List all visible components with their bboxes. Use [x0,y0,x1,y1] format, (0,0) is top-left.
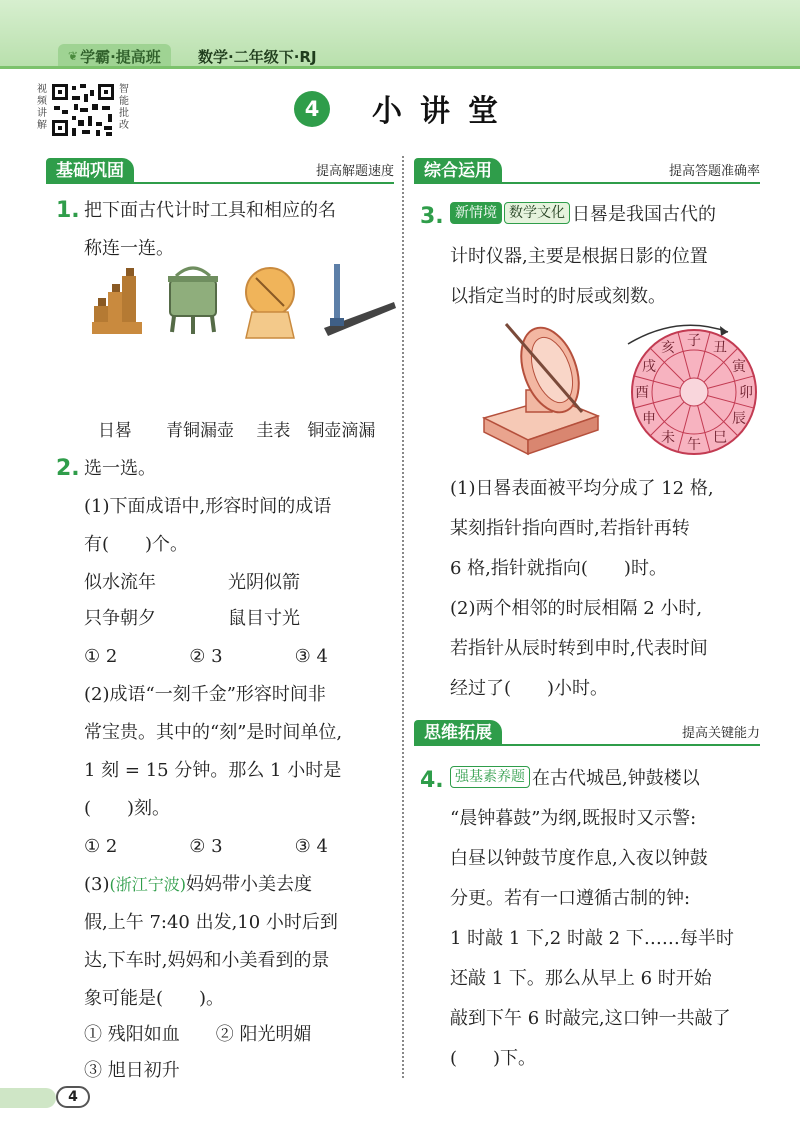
q3-line-3: 以指定当时的时辰或刻数。 [450,286,666,307]
qr-right-label: 智能批改 [119,84,129,131]
q3-line-1 [450,196,716,234]
q2-p3-line-3: 达,下车时,妈妈和小美看到的景 [84,950,330,971]
q4-line-4: 分更。若有一口遵循古制的钟: [450,888,691,909]
q3-p2-line-2: 若指针从辰时转到申时,代表时间 [450,638,708,659]
column-divider [402,156,404,1078]
q4-line-5: 1 时敲 1 下,2 时敲 2 下……每半时 [450,928,734,949]
dial-label: 申 [641,411,656,427]
q2-p2-line-2: 常宝贵。其中的“刻”是时间单位, [84,722,343,743]
qr-code-icon[interactable] [50,82,116,138]
section-header-basic [46,156,394,184]
subject-label: 数学·二年级下·RJ [198,47,317,66]
lesson-title: 小讲堂 [372,94,516,129]
q2-p3-options-row-1[interactable]: ① 残阳如血 ② 阳光明媚 [84,1024,312,1045]
section-note-extension: 提高关键能力 [681,726,760,741]
page-number: 4 [56,1086,90,1108]
q2-title: 选一选。 [84,458,156,479]
time-dial-wheel [632,330,756,454]
bronze-water-clock-icon [168,268,218,334]
dial-label: 丑 [713,339,727,356]
q2-p2-options[interactable]: ① 2 ② 3 ③ 4 [84,836,328,857]
dial-label: 午 [687,437,701,453]
dial-label: 子 [687,333,701,349]
dial-label: 辰 [732,411,747,427]
section-rule [502,720,760,746]
section-note-integrated: 提高答题准确率 [668,164,760,179]
q2-idioms-row-1: 似水流年 光阴似箭 [84,572,300,593]
core-literacy-tag: 强基素养题 [450,766,530,788]
q2-p2-line-3: 1 刻 = 15 分钟。那么 1 小时是 [84,760,342,781]
dial-label: 巳 [713,430,727,447]
section-label-basic: 基础巩固 [46,158,134,184]
dial-label: 酉 [635,385,649,401]
q2-p3-options-row-2[interactable]: ③ 旭日初升 [84,1060,180,1081]
q2-p3-line-1: (3)(浙江宁波)妈妈带小美去度 [84,874,312,895]
sundial-illustration [478,318,768,458]
sundial-3d-icon [484,320,598,454]
section-note-basic: 提高解题速度 [315,164,394,179]
section-rule [502,158,760,184]
section-label-integrated: 综合运用 [414,158,502,184]
question-number: 3. [420,204,444,229]
dial-label: 卯 [739,385,753,401]
q2-p3-line-4: 象可能是( )。 [84,988,225,1009]
dial-label: 寅 [732,359,747,375]
new-context-tag: 新情境 [450,202,502,224]
subject-tab [188,44,327,68]
header-rule [0,66,800,69]
q2-idioms-row-2: 只争朝夕 鼠目寸光 [84,608,300,629]
q3-p1-line-1: (1)日晷表面被平均分成了 12 格, [450,478,714,499]
q2-p2-line-4: ( )刻。 [84,798,171,819]
math-culture-tag: 数学文化 [504,202,570,224]
q3-line-1-text: 日晷是我国古代的 [572,204,716,225]
sundial-icon [246,268,294,338]
brand-tab [58,44,171,68]
q1-line-2: 称连一连。 [84,238,174,259]
q2-p3-line-2: 假,上午 7:40 出发,10 小时后到 [84,912,338,933]
question-number: 1. [56,198,80,223]
qr-left-label: 视频讲解 [37,84,47,131]
brand-label: 学霸·提高班 [80,47,161,66]
gnomon-icon [324,264,396,336]
dial-label: 亥 [661,339,675,356]
leaf-icon: ❦ [68,49,79,63]
q2-p3-line-1-text: 妈妈带小美去度 [186,874,312,895]
q4-line-2: “晨钟暮鼓”为纲,既报时又示警: [450,808,697,829]
question-number: 2. [56,456,80,481]
q2-p1-line-2: 有( )个。 [84,534,189,555]
q4-line-7: 敲到下午 6 时敲完,这口钟一共敲了 [450,1008,731,1029]
q4-line-1 [450,760,700,798]
dial-label: 戌 [641,359,656,375]
copper-water-clock-icon [92,268,142,334]
footer-band [0,1088,56,1108]
q4-line-6: 还敲 1 下。那么从早上 6 时开始 [450,968,712,989]
region-tag: (浙江宁波) [109,875,186,894]
q2-p1-options[interactable]: ① 2 ② 3 ③ 4 [84,646,328,667]
question-number: 4. [420,768,444,793]
q3-line-2: 计时仪器,主要是根据日影的位置 [450,246,708,267]
dial-label: 未 [661,430,675,447]
q1-line-1: 把下面古代计时工具和相应的名 [84,200,336,221]
section-header-extension [414,718,760,746]
q3-p2-line-1: (2)两个相邻的时辰相隔 2 小时, [450,598,703,619]
section-header-integrated [414,156,760,184]
q4-line-3: 白昼以钟鼓节度作息,入夜以钟鼓 [450,848,708,869]
q3-p1-line-2: 某刻指针指向酉时,若指针再转 [450,518,690,539]
ancient-timekeeping-tools [84,262,400,340]
q1-tool-names: 日晷 青铜漏壶 圭表 铜壶滴漏 [98,421,376,441]
q2-p2-line-1: (2)成语“一刻千金”形容时间非 [84,684,326,705]
q4-line-8: ( )下。 [450,1048,537,1069]
lesson-number-badge: 4 [294,91,330,127]
q4-line-1-text: 在古代城邑,钟鼓楼以 [532,768,700,789]
q3-p1-line-3: 6 格,指针就指向( )时。 [450,558,667,579]
section-label-extension: 思维拓展 [414,720,502,746]
q3-p2-line-3: 经过了( )小时。 [450,678,609,699]
q2-p1-line-1: (1)下面成语中,形容时间的成语 [84,496,332,517]
section-rule [134,158,394,184]
